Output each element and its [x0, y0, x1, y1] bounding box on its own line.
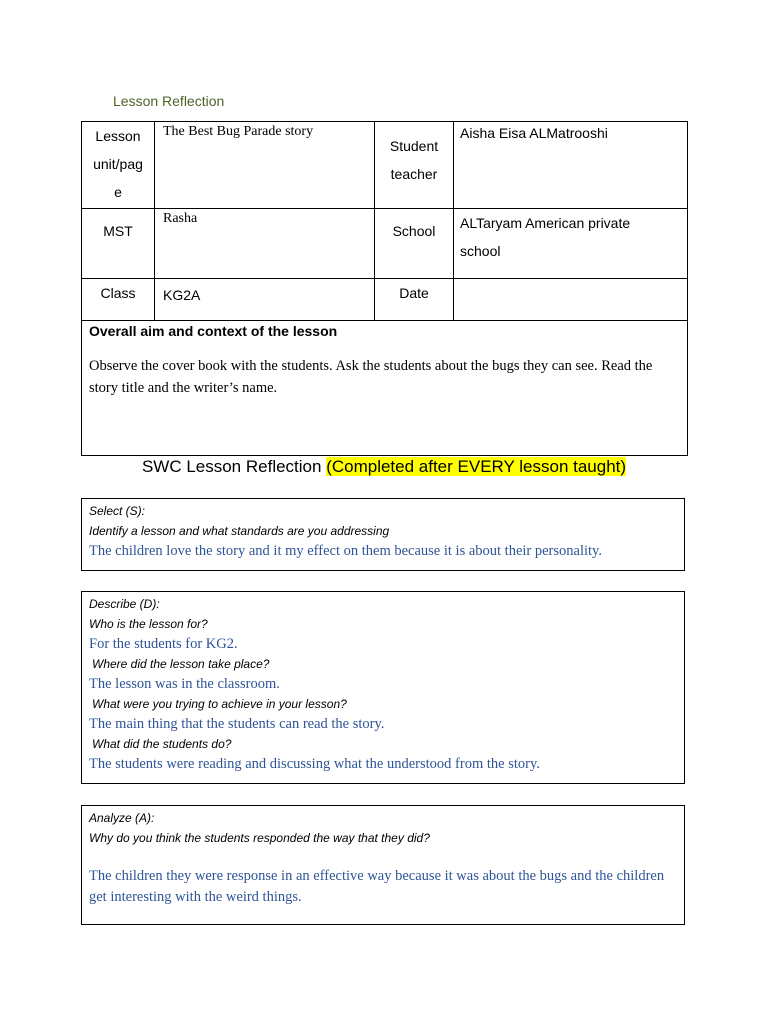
- select-answer: The children love the story and it my effect on them because it is about their personality.: [89, 543, 602, 559]
- aim-text: Observe the cover book with the students. Ask the students about the bugs they can see. Read the story title and the writer’s name.: [89, 358, 653, 396]
- date-value: [454, 279, 688, 321]
- analyze-box: [81, 805, 685, 925]
- student-teacher-label: Student teacher: [375, 122, 454, 209]
- select-box: [81, 498, 685, 571]
- student-teacher-value: Aisha Eisa ALMatrooshi: [454, 122, 688, 209]
- describe-question-3: What were you trying to achieve in your lesson?: [92, 697, 347, 711]
- describe-answer-2: The lesson was in the classroom.: [89, 676, 280, 692]
- lesson-unit-label: Lesson unit/pag e: [82, 122, 155, 209]
- describe-box: [81, 591, 685, 784]
- date-label: Date: [375, 279, 454, 321]
- describe-question-2: Where did the lesson take place?: [92, 657, 270, 671]
- describe-answer-4: The students were reading and discussing what the understood from the story.: [89, 756, 540, 772]
- describe-label: Describe (D):: [89, 597, 160, 611]
- describe-answer-1: For the students for KG2.: [89, 636, 238, 652]
- page-heading: Lesson Reflection: [113, 93, 225, 109]
- describe-question-4: What did the students do?: [92, 737, 232, 751]
- analyze-question: Why do you think the students responded the way that they did?: [89, 831, 430, 845]
- analyze-answer: The children they were response in an effective way because it was about the bugs and the children get interesting with the weird things.: [89, 868, 665, 905]
- select-question: Identify a lesson and what standards are you addressing: [89, 524, 390, 538]
- school-label: School: [375, 209, 454, 279]
- select-label: Select (S):: [89, 504, 146, 518]
- class-value: KG2A: [155, 279, 375, 321]
- mst-label: MST: [82, 209, 155, 279]
- aim-title: Overall aim and context of the lesson: [89, 323, 338, 339]
- analyze-label: Analyze (A):: [89, 811, 155, 825]
- describe-answer-3: The main thing that the students can read the story.: [89, 716, 385, 732]
- swc-highlight: (Completed after EVERY lesson taught): [326, 457, 627, 476]
- lesson-unit-value: The Best Bug Parade story: [155, 122, 375, 209]
- school-value: ALTaryam American private school: [454, 209, 688, 279]
- class-label: Class: [82, 279, 155, 321]
- describe-question-1: Who is the lesson for?: [89, 617, 208, 631]
- swc-title: SWC Lesson Reflection (Completed after EVERY lesson taught): [141, 457, 627, 476]
- mst-value: Rasha: [155, 209, 375, 279]
- lesson-info-table: [81, 121, 688, 456]
- aim-section: [82, 321, 688, 456]
